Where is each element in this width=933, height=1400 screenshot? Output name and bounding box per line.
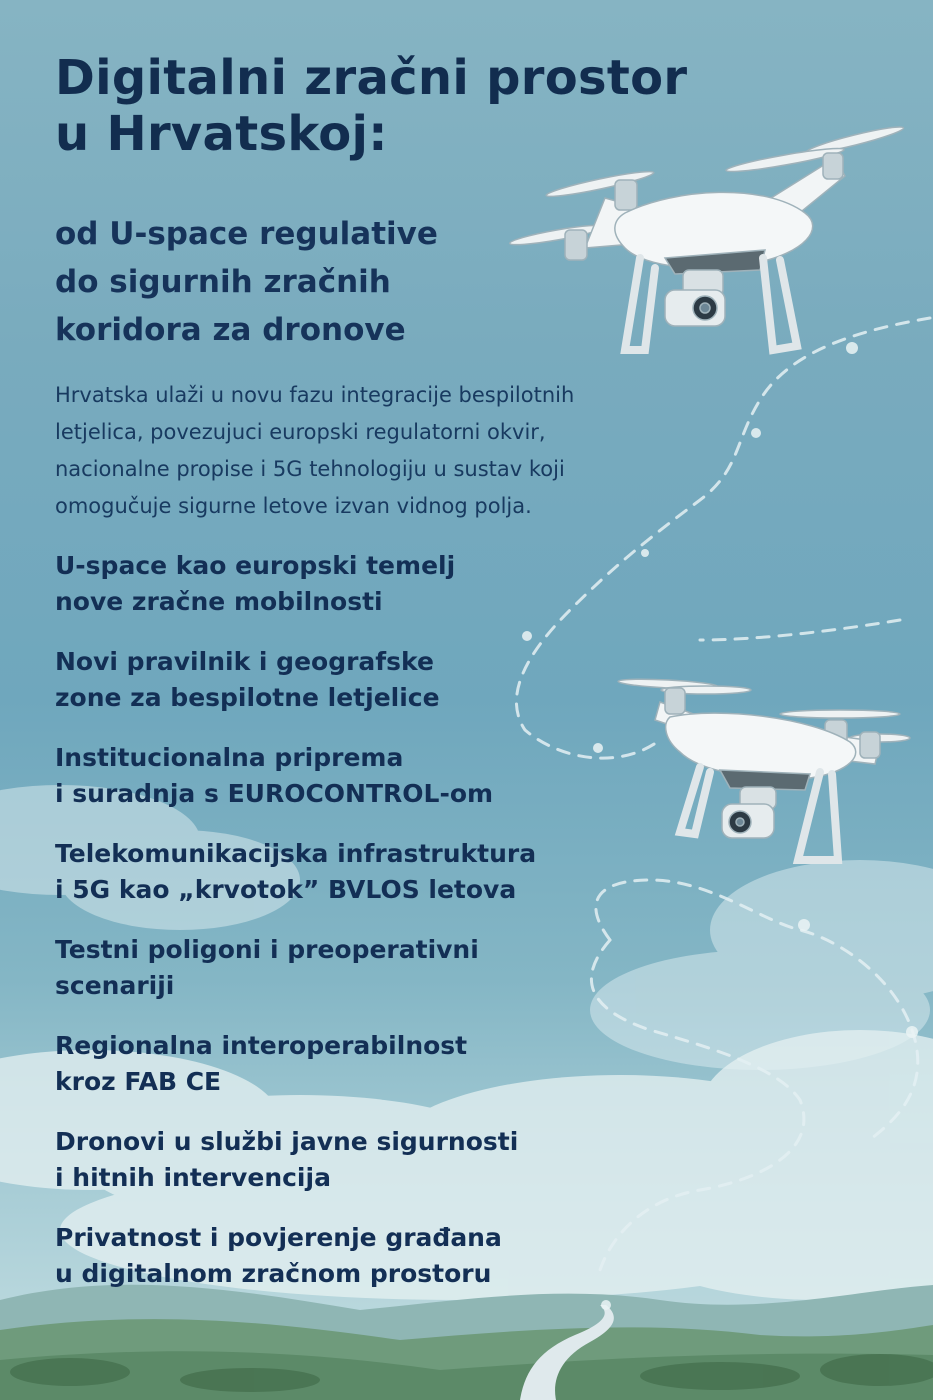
topic-line: Regionalna interoperabilnost — [55, 1031, 468, 1060]
list-item — [55, 644, 635, 740]
topic-line: i suradnja s EUROCONTROL-om — [55, 779, 494, 808]
topic-line: u digitalnom zračnom prostoru — [55, 1259, 492, 1288]
topic-line: nove zračne mobilnosti — [55, 587, 383, 616]
topic-line: U-space kao europski temelj — [55, 551, 456, 580]
topic-list — [55, 548, 635, 1316]
title-line: Digitalni zračni prostor — [55, 50, 688, 106]
intro-paragraph — [55, 377, 695, 525]
topic-line: Privatnost i povjerenje građana — [55, 1223, 502, 1252]
list-item — [55, 740, 635, 836]
intro-line: omogučuje sigurne letove izvan vidnog polja. — [55, 494, 532, 518]
topic-line: scenariji — [55, 971, 175, 1000]
list-item — [55, 548, 635, 644]
intro-line: Hrvatska ulaži u novu fazu integracije bespilotnih — [55, 383, 575, 407]
topic-line: Dronovi u službi javne sigurnosti — [55, 1127, 519, 1156]
subtitle-line: koridora za dronove — [55, 312, 406, 348]
topic-line: Telekomunikacijska infrastruktura — [55, 839, 537, 868]
list-item — [55, 1028, 635, 1124]
subtitle-line: do sigurnih zračnih — [55, 264, 391, 300]
page-subtitle — [55, 210, 515, 354]
intro-line: letjelica, povezujuci europski regulatorni okvir, — [55, 420, 546, 444]
list-item — [55, 836, 635, 932]
intro-line: nacionalne propise i 5G tehnologiju u sustav koji — [55, 457, 565, 481]
list-item — [55, 1124, 635, 1220]
topic-line: kroz FAB CE — [55, 1067, 222, 1096]
list-item — [55, 932, 635, 1028]
topic-line: i 5G kao „krvotok” BVLOS letova — [55, 875, 517, 904]
topic-line: zone za bespilotne letjelice — [55, 683, 440, 712]
subtitle-line: od U-space regulative — [55, 216, 438, 252]
topic-line: Novi pravilnik i geografske — [55, 647, 434, 676]
page-title — [55, 50, 875, 162]
topic-line: i hitnih intervencija — [55, 1163, 331, 1192]
title-line: u Hrvatskoj: — [55, 106, 388, 162]
drone-icon — [610, 672, 920, 872]
list-item — [55, 1220, 635, 1316]
topic-line: Institucionalna priprema — [55, 743, 404, 772]
topic-line: Testni poligoni i preoperativni — [55, 935, 479, 964]
